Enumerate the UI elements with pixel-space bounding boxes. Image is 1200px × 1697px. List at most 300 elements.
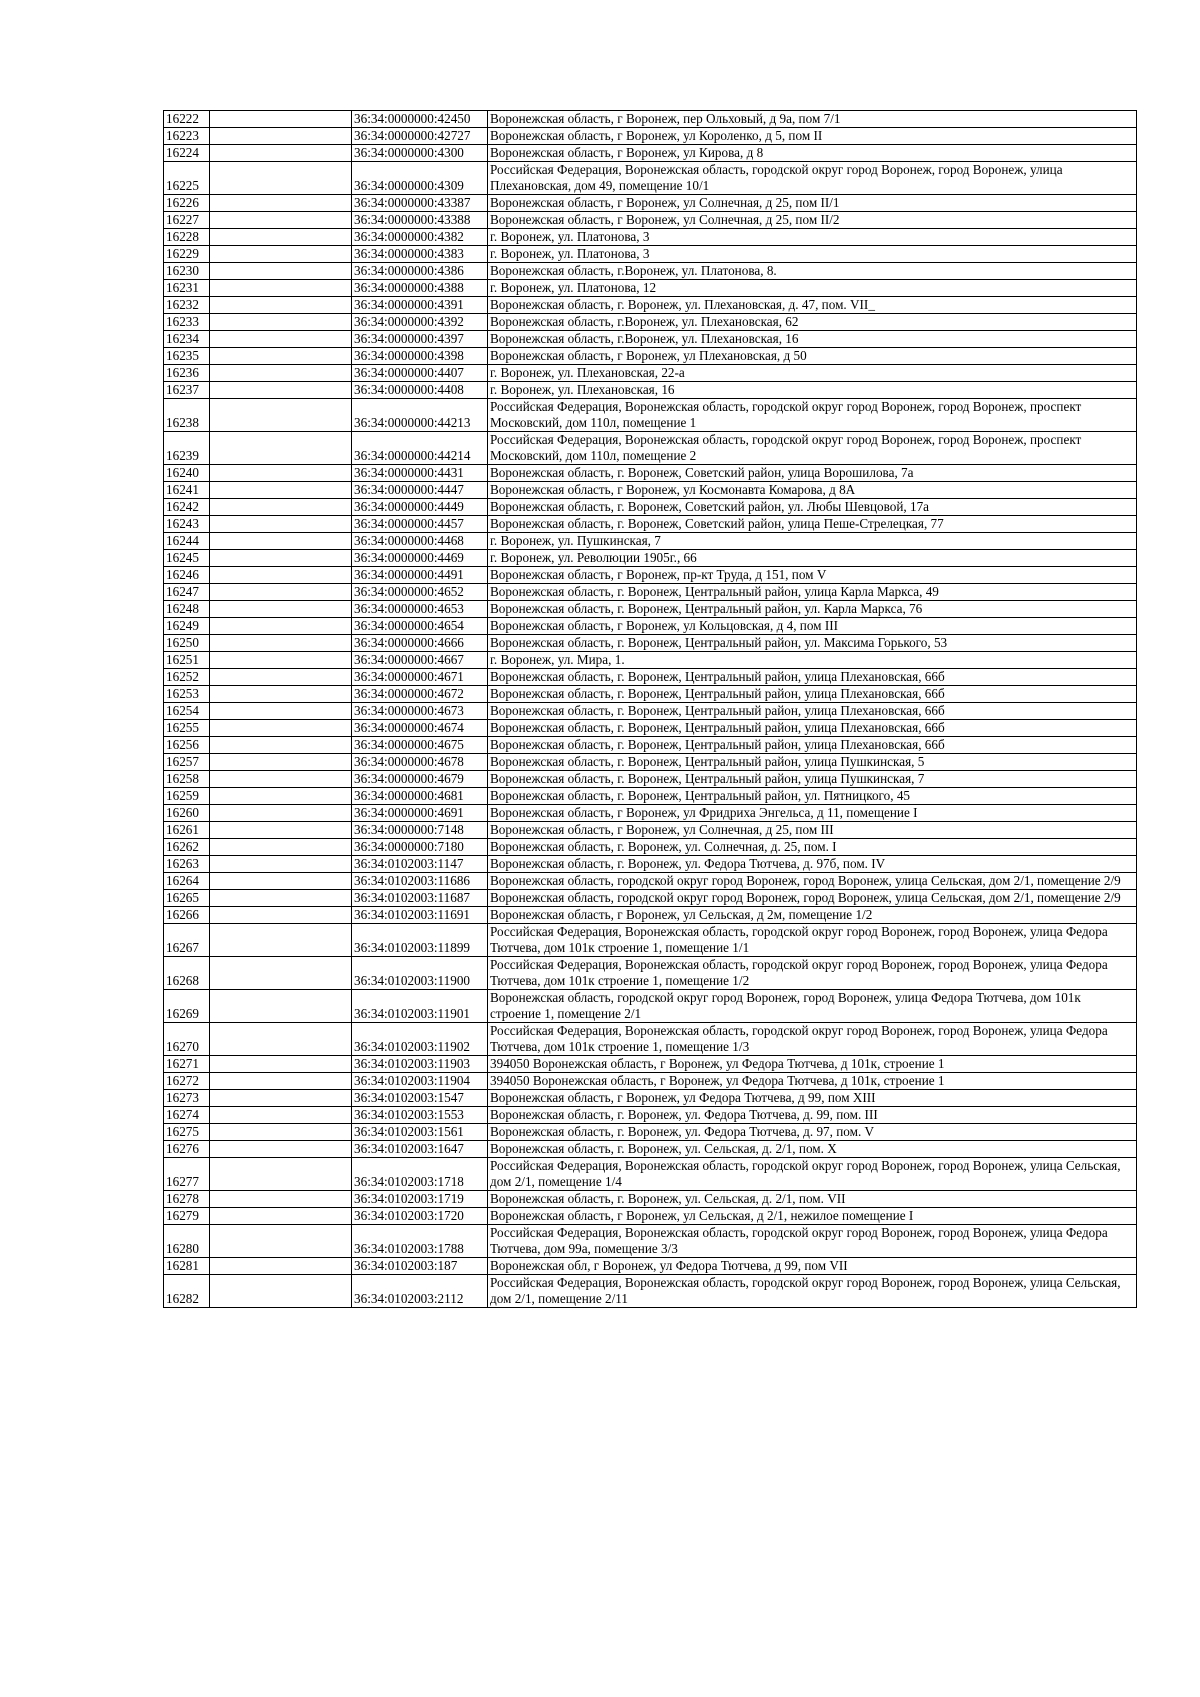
address-cell: Российская Федерация, Воронежская область, городской округ город Воронеж, город Воронеж, улица Плехановская, дом 49, помещение 10/1	[488, 162, 1137, 195]
address-cell: Воронежская область, г. Воронеж, Центральный район, улица Плехановская, 66б	[488, 669, 1137, 686]
row-number-cell: 16274	[164, 1107, 210, 1124]
table-row	[164, 128, 1137, 145]
address-cell: Воронежская область, г Воронеж, ул Солнечная, д 25, пом III	[488, 822, 1137, 839]
cadastral-number-cell: 36:34:0000000:4383	[352, 246, 488, 263]
row-number-cell: 16247	[164, 584, 210, 601]
row-number-cell: 16271	[164, 1056, 210, 1073]
cadastral-number-cell: 36:34:0000000:4678	[352, 754, 488, 771]
row-number-cell: 16240	[164, 465, 210, 482]
empty-cell	[210, 703, 352, 720]
table-row	[164, 788, 1137, 805]
row-number-cell: 16272	[164, 1073, 210, 1090]
cadastral-number-cell: 36:34:0102003:187	[352, 1258, 488, 1275]
row-number-cell: 16251	[164, 652, 210, 669]
cadastral-number-cell: 36:34:0000000:4666	[352, 635, 488, 652]
table-row	[164, 331, 1137, 348]
row-number-cell: 16235	[164, 348, 210, 365]
address-cell: Воронежская область, г. Воронеж, Советский район, улица Ворошилова, 7а	[488, 465, 1137, 482]
row-number-cell: 16277	[164, 1158, 210, 1191]
table-row	[164, 246, 1137, 263]
cadastral-number-cell: 36:34:0102003:1719	[352, 1191, 488, 1208]
address-cell: Воронежская область, г. Воронеж, Центральный район, улица Плехановская, 66б	[488, 686, 1137, 703]
empty-cell	[210, 533, 352, 550]
empty-cell	[210, 754, 352, 771]
cadastral-number-cell: 36:34:0000000:4309	[352, 162, 488, 195]
row-number-cell: 16233	[164, 314, 210, 331]
cadastral-number-cell: 36:34:0102003:1547	[352, 1090, 488, 1107]
cadastral-number-cell: 36:34:0000000:4300	[352, 145, 488, 162]
address-cell: г. Воронеж, ул. Пушкинская, 7	[488, 533, 1137, 550]
empty-cell	[210, 1073, 352, 1090]
address-cell: Воронежская область, г Воронеж, ул Кирова, д 8	[488, 145, 1137, 162]
address-cell: Воронежская область, г. Воронеж, Центральный район, улица Пушкинская, 7	[488, 771, 1137, 788]
row-number-cell: 16238	[164, 399, 210, 432]
row-number-cell: 16253	[164, 686, 210, 703]
table-row	[164, 907, 1137, 924]
cadastral-number-cell: 36:34:0102003:1720	[352, 1208, 488, 1225]
empty-cell	[210, 465, 352, 482]
table-row	[164, 856, 1137, 873]
row-number-cell: 16259	[164, 788, 210, 805]
empty-cell	[210, 314, 352, 331]
address-cell: Воронежская область, г. Воронеж, ул. Сельская, д. 2/1, пом. X	[488, 1141, 1137, 1158]
address-cell: Воронежская область, г. Воронеж, ул. Сельская, д. 2/1, пом. VII	[488, 1191, 1137, 1208]
row-number-cell: 16260	[164, 805, 210, 822]
cadastral-number-cell: 36:34:0102003:1147	[352, 856, 488, 873]
empty-cell	[210, 805, 352, 822]
row-number-cell: 16263	[164, 856, 210, 873]
table-row	[164, 1208, 1137, 1225]
cadastral-number-cell: 36:34:0000000:4398	[352, 348, 488, 365]
table-row	[164, 754, 1137, 771]
row-number-cell: 16268	[164, 957, 210, 990]
table-row	[164, 737, 1137, 754]
row-number-cell: 16279	[164, 1208, 210, 1225]
table-row	[164, 1073, 1137, 1090]
table-row	[164, 229, 1137, 246]
address-cell: Российская Федерация, Воронежская область, городской округ город Воронеж, город Воронеж, улица Федора Тютчева, дом 101к строение 1, помещение 1/2	[488, 957, 1137, 990]
row-number-cell: 16236	[164, 365, 210, 382]
table-row	[164, 297, 1137, 314]
table-row	[164, 924, 1137, 957]
empty-cell	[210, 1275, 352, 1308]
row-number-cell: 16241	[164, 482, 210, 499]
row-number-cell: 16273	[164, 1090, 210, 1107]
empty-cell	[210, 635, 352, 652]
empty-cell	[210, 686, 352, 703]
cadastral-number-cell: 36:34:0102003:11899	[352, 924, 488, 957]
table-row	[164, 990, 1137, 1023]
empty-cell	[210, 162, 352, 195]
cadastral-number-cell: 36:34:0000000:4469	[352, 550, 488, 567]
empty-cell	[210, 399, 352, 432]
row-number-cell: 16229	[164, 246, 210, 263]
table-row	[164, 890, 1137, 907]
row-number-cell: 16232	[164, 297, 210, 314]
row-number-cell: 16246	[164, 567, 210, 584]
address-cell: Воронежская область, г. Воронеж, Центральный район, ул. Максима Горького, 53	[488, 635, 1137, 652]
address-cell: Воронежская область, г Воронеж, ул Плехановская, д 50	[488, 348, 1137, 365]
cadastral-number-cell: 36:34:0102003:11686	[352, 873, 488, 890]
table-row	[164, 1023, 1137, 1056]
table-row	[164, 162, 1137, 195]
address-cell: Воронежская область, г. Воронеж, ул. Федора Тютчева, д. 99, пом. III	[488, 1107, 1137, 1124]
table-row	[164, 516, 1137, 533]
empty-cell	[210, 365, 352, 382]
row-number-cell: 16266	[164, 907, 210, 924]
empty-cell	[210, 348, 352, 365]
address-cell: Воронежская область, г Воронеж, ул Космонавта Комарова, д 8А	[488, 482, 1137, 499]
address-cell: г. Воронеж, ул. Плехановская, 16	[488, 382, 1137, 399]
cadastral-number-cell: 36:34:0102003:1647	[352, 1141, 488, 1158]
address-cell: Воронежская область, г. Воронеж, Центральный район, улица Карла Маркса, 49	[488, 584, 1137, 601]
empty-cell	[210, 145, 352, 162]
address-cell: Воронежская область, г Воронеж, ул Федора Тютчева, д 99, пом XIII	[488, 1090, 1137, 1107]
table-row	[164, 1158, 1137, 1191]
empty-cell	[210, 331, 352, 348]
cadastral-number-cell: 36:34:0000000:42727	[352, 128, 488, 145]
empty-cell	[210, 957, 352, 990]
table-row	[164, 280, 1137, 297]
table-row	[164, 567, 1137, 584]
address-cell: Воронежская область, городской округ город Воронеж, город Воронеж, улица Сельская, дом 2/1, помещение 2/9	[488, 873, 1137, 890]
address-cell: Воронежская область, г. Воронеж, Советский район, улица Пеше-Стрелецкая, 77	[488, 516, 1137, 533]
table-row	[164, 111, 1137, 128]
table-row	[164, 686, 1137, 703]
empty-cell	[210, 1208, 352, 1225]
address-cell: Воронежская область, г. Воронеж, Центральный район, улица Плехановская, 66б	[488, 703, 1137, 720]
table-row	[164, 703, 1137, 720]
cadastral-number-cell: 36:34:0000000:4431	[352, 465, 488, 482]
cadastral-number-cell: 36:34:0000000:4457	[352, 516, 488, 533]
empty-cell	[210, 550, 352, 567]
empty-cell	[210, 246, 352, 263]
address-cell: Воронежская область, г Воронеж, ул Солнечная, д 25, пом II/2	[488, 212, 1137, 229]
property-registry-table	[163, 110, 1137, 1308]
table-row	[164, 873, 1137, 890]
row-number-cell: 16275	[164, 1124, 210, 1141]
cadastral-number-cell: 36:34:0000000:4382	[352, 229, 488, 246]
address-cell: Воронежская область, городской округ город Воронеж, город Воронеж, улица Сельская, дом 2/1, помещение 2/9	[488, 890, 1137, 907]
empty-cell	[210, 1056, 352, 1073]
cadastral-number-cell: 36:34:0000000:4391	[352, 297, 488, 314]
empty-cell	[210, 499, 352, 516]
empty-cell	[210, 1191, 352, 1208]
address-cell: Воронежская область, г. Воронеж, ул. Федора Тютчева, д. 97, пом. V	[488, 1124, 1137, 1141]
address-cell: Воронежская область, г.Воронеж, ул. Плехановская, 62	[488, 314, 1137, 331]
address-cell: Воронежская область, г Воронеж, ул Сельская, д 2/1, нежилое помещение I	[488, 1208, 1137, 1225]
address-cell: Воронежская область, г. Воронеж, Центральный район, улица Плехановская, 66б	[488, 720, 1137, 737]
cadastral-number-cell: 36:34:0000000:4671	[352, 669, 488, 686]
address-cell: Российская Федерация, Воронежская область, городской округ город Воронеж, город Воронеж, улица Федора Тютчева, дом 99а, помещение 3/3	[488, 1225, 1137, 1258]
row-number-cell: 16226	[164, 195, 210, 212]
table-row	[164, 465, 1137, 482]
cadastral-number-cell: 36:34:0000000:4397	[352, 331, 488, 348]
table-row	[164, 618, 1137, 635]
empty-cell	[210, 263, 352, 280]
table-row	[164, 1124, 1137, 1141]
table-row	[164, 1225, 1137, 1258]
cadastral-number-cell: 36:34:0000000:44213	[352, 399, 488, 432]
address-cell: Воронежская область, г Воронеж, ул Кольцовская, д 4, пом III	[488, 618, 1137, 635]
address-cell: Воронежская область, г. Воронеж, Советский район, ул. Любы Шевцовой, 17а	[488, 499, 1137, 516]
address-cell: Воронежская область, г. Воронеж, Центральный район, улица Пушкинская, 5	[488, 754, 1137, 771]
cadastral-number-cell: 36:34:0000000:4447	[352, 482, 488, 499]
empty-cell	[210, 1258, 352, 1275]
row-number-cell: 16243	[164, 516, 210, 533]
empty-cell	[210, 382, 352, 399]
cadastral-number-cell: 36:34:0000000:42450	[352, 111, 488, 128]
address-cell: Воронежская область, г. Воронеж, Центральный район, ул. Пятницкого, 45	[488, 788, 1137, 805]
cadastral-number-cell: 36:34:0000000:4491	[352, 567, 488, 584]
empty-cell	[210, 1023, 352, 1056]
row-number-cell: 16222	[164, 111, 210, 128]
address-cell: Воронежская область, г.Воронеж, ул. Платонова, 8.	[488, 263, 1137, 280]
row-number-cell: 16257	[164, 754, 210, 771]
table-row	[164, 601, 1137, 618]
empty-cell	[210, 297, 352, 314]
table-row	[164, 482, 1137, 499]
table-row	[164, 145, 1137, 162]
empty-cell	[210, 990, 352, 1023]
cadastral-number-cell: 36:34:0000000:4408	[352, 382, 488, 399]
empty-cell	[210, 111, 352, 128]
cadastral-number-cell: 36:34:0102003:11900	[352, 957, 488, 990]
table-row	[164, 771, 1137, 788]
address-cell: Воронежская область, г. Воронеж, ул. Федора Тютчева, д. 97б, пом. IV	[488, 856, 1137, 873]
address-cell: Воронежская область, г. Воронеж, Центральный район, улица Плехановская, 66б	[488, 737, 1137, 754]
table-row	[164, 550, 1137, 567]
cadastral-number-cell: 36:34:0102003:1718	[352, 1158, 488, 1191]
empty-cell	[210, 856, 352, 873]
empty-cell	[210, 280, 352, 297]
row-number-cell: 16282	[164, 1275, 210, 1308]
address-cell: г. Воронеж, ул. Платонова, 3	[488, 229, 1137, 246]
cadastral-number-cell: 36:34:0102003:11902	[352, 1023, 488, 1056]
cadastral-number-cell: 36:34:0102003:1561	[352, 1124, 488, 1141]
row-number-cell: 16254	[164, 703, 210, 720]
row-number-cell: 16249	[164, 618, 210, 635]
empty-cell	[210, 482, 352, 499]
address-cell: Российская Федерация, Воронежская область, городской округ город Воронеж, город Воронеж, улица Сельская, дом 2/1, помещение 2/11	[488, 1275, 1137, 1308]
row-number-cell: 16278	[164, 1191, 210, 1208]
row-number-cell: 16223	[164, 128, 210, 145]
empty-cell	[210, 839, 352, 856]
cadastral-number-cell: 36:34:0000000:4386	[352, 263, 488, 280]
address-cell: 394050 Воронежская область, г Воронеж, ул Федора Тютчева, д 101к, строение 1	[488, 1056, 1137, 1073]
empty-cell	[210, 1225, 352, 1258]
row-number-cell: 16261	[164, 822, 210, 839]
row-number-cell: 16262	[164, 839, 210, 856]
row-number-cell: 16230	[164, 263, 210, 280]
table-row	[164, 533, 1137, 550]
row-number-cell: 16227	[164, 212, 210, 229]
table-row	[164, 499, 1137, 516]
address-cell: Воронежская обл, г Воронеж, ул Федора Тютчева, д 99, пом VII	[488, 1258, 1137, 1275]
row-number-cell: 16264	[164, 873, 210, 890]
cadastral-number-cell: 36:34:0000000:4679	[352, 771, 488, 788]
address-cell: Российская Федерация, Воронежская область, городской округ город Воронеж, город Воронеж, проспект Московский, дом 110л, помещение 2	[488, 432, 1137, 465]
row-number-cell: 16267	[164, 924, 210, 957]
table-row	[164, 822, 1137, 839]
address-cell: Российская Федерация, Воронежская область, городской округ город Воронеж, город Воронеж, проспект Московский, дом 110л, помещение 1	[488, 399, 1137, 432]
empty-cell	[210, 618, 352, 635]
table-row	[164, 669, 1137, 686]
empty-cell	[210, 567, 352, 584]
cadastral-number-cell: 36:34:0000000:7180	[352, 839, 488, 856]
row-number-cell: 16242	[164, 499, 210, 516]
cadastral-number-cell: 36:34:0000000:4407	[352, 365, 488, 382]
address-cell: Воронежская область, г. Воронеж, ул. Солнечная, д. 25, пом. I	[488, 839, 1137, 856]
cadastral-number-cell: 36:34:0000000:4654	[352, 618, 488, 635]
address-cell: 394050 Воронежская область, г Воронеж, ул Федора Тютчева, д 101к, строение 1	[488, 1073, 1137, 1090]
empty-cell	[210, 212, 352, 229]
cadastral-number-cell: 36:34:0000000:4653	[352, 601, 488, 618]
table-row	[164, 584, 1137, 601]
table-row	[164, 1275, 1137, 1308]
address-cell: г. Воронеж, ул. Революции 1905г., 66	[488, 550, 1137, 567]
empty-cell	[210, 1158, 352, 1191]
table-row	[164, 382, 1137, 399]
empty-cell	[210, 771, 352, 788]
address-cell: Воронежская область, г Воронеж, ул Сельская, д 2м, помещение 1/2	[488, 907, 1137, 924]
address-cell: Российская Федерация, Воронежская область, городской округ город Воронеж, город Воронеж, улица Федора Тютчева, дом 101к строение 1, помещение 1/1	[488, 924, 1137, 957]
row-number-cell: 16256	[164, 737, 210, 754]
cadastral-number-cell: 36:34:0000000:4672	[352, 686, 488, 703]
empty-cell	[210, 195, 352, 212]
cadastral-number-cell: 36:34:0102003:2112	[352, 1275, 488, 1308]
empty-cell	[210, 584, 352, 601]
row-number-cell: 16280	[164, 1225, 210, 1258]
address-cell: Воронежская область, г. Воронеж, Центральный район, ул. Карла Маркса, 76	[488, 601, 1137, 618]
table-row	[164, 195, 1137, 212]
cadastral-number-cell: 36:34:0000000:4673	[352, 703, 488, 720]
empty-cell	[210, 516, 352, 533]
empty-cell	[210, 924, 352, 957]
row-number-cell: 16258	[164, 771, 210, 788]
empty-cell	[210, 1107, 352, 1124]
row-number-cell: 16239	[164, 432, 210, 465]
cadastral-number-cell: 36:34:0000000:7148	[352, 822, 488, 839]
table-row	[164, 365, 1137, 382]
address-cell: Воронежская область, г Воронеж, ул Короленко, д 5, пом II	[488, 128, 1137, 145]
table-row	[164, 652, 1137, 669]
empty-cell	[210, 822, 352, 839]
address-cell: Российская Федерация, Воронежская область, городской округ город Воронеж, город Воронеж, улица Сельская, дом 2/1, помещение 1/4	[488, 1158, 1137, 1191]
cadastral-number-cell: 36:34:0000000:4468	[352, 533, 488, 550]
row-number-cell: 16225	[164, 162, 210, 195]
empty-cell	[210, 1141, 352, 1158]
cadastral-number-cell: 36:34:0102003:11691	[352, 907, 488, 924]
row-number-cell: 16234	[164, 331, 210, 348]
address-cell: Воронежская область, г Воронеж, пр-кт Труда, д 151, пом V	[488, 567, 1137, 584]
table-row	[164, 1056, 1137, 1073]
cadastral-number-cell: 36:34:0000000:4681	[352, 788, 488, 805]
table-row	[164, 957, 1137, 990]
cadastral-number-cell: 36:34:0000000:4449	[352, 499, 488, 516]
row-number-cell: 16228	[164, 229, 210, 246]
cadastral-number-cell: 36:34:0102003:11903	[352, 1056, 488, 1073]
table-row	[164, 212, 1137, 229]
cadastral-number-cell: 36:34:0000000:4652	[352, 584, 488, 601]
table-row	[164, 348, 1137, 365]
table-row	[164, 635, 1137, 652]
row-number-cell: 16255	[164, 720, 210, 737]
empty-cell	[210, 669, 352, 686]
address-cell: г. Воронеж, ул. Плехановская, 22-а	[488, 365, 1137, 382]
address-cell: Воронежская область, г Воронеж, ул Солнечная, д 25, пом II/1	[488, 195, 1137, 212]
cadastral-number-cell: 36:34:0102003:1788	[352, 1225, 488, 1258]
table-row	[164, 1191, 1137, 1208]
empty-cell	[210, 737, 352, 754]
empty-cell	[210, 720, 352, 737]
row-number-cell: 16224	[164, 145, 210, 162]
row-number-cell: 16265	[164, 890, 210, 907]
row-number-cell: 16281	[164, 1258, 210, 1275]
row-number-cell: 16276	[164, 1141, 210, 1158]
registry-table-body	[164, 111, 1137, 1308]
table-row	[164, 1141, 1137, 1158]
cadastral-number-cell: 36:34:0000000:4667	[352, 652, 488, 669]
cadastral-number-cell: 36:34:0000000:44214	[352, 432, 488, 465]
empty-cell	[210, 873, 352, 890]
address-cell: Воронежская область, городской округ город Воронеж, город Воронеж, улица Федора Тютчева, дом 101к строение 1, помещение 2/1	[488, 990, 1137, 1023]
table-row	[164, 1090, 1137, 1107]
address-cell: Воронежская область, г Воронеж, пер Ольховый, д 9а, пом 7/1	[488, 111, 1137, 128]
empty-cell	[210, 128, 352, 145]
row-number-cell: 16237	[164, 382, 210, 399]
cadastral-number-cell: 36:34:0102003:11901	[352, 990, 488, 1023]
empty-cell	[210, 432, 352, 465]
address-cell: Воронежская область, г.Воронеж, ул. Плехановская, 16	[488, 331, 1137, 348]
address-cell: Российская Федерация, Воронежская область, городской округ город Воронеж, город Воронеж, улица Федора Тютчева, дом 101к строение 1, помещение 1/3	[488, 1023, 1137, 1056]
row-number-cell: 16248	[164, 601, 210, 618]
row-number-cell: 16245	[164, 550, 210, 567]
empty-cell	[210, 1124, 352, 1141]
table-row	[164, 1107, 1137, 1124]
table-row	[164, 720, 1137, 737]
address-cell: г. Воронеж, ул. Платонова, 3	[488, 246, 1137, 263]
cadastral-number-cell: 36:34:0102003:11904	[352, 1073, 488, 1090]
address-cell: Воронежская область, г. Воронеж, ул. Плехановская, д. 47, пом. VII_	[488, 297, 1137, 314]
cadastral-number-cell: 36:34:0000000:4675	[352, 737, 488, 754]
row-number-cell: 16270	[164, 1023, 210, 1056]
empty-cell	[210, 652, 352, 669]
cadastral-number-cell: 36:34:0000000:4392	[352, 314, 488, 331]
cadastral-number-cell: 36:34:0000000:4388	[352, 280, 488, 297]
empty-cell	[210, 788, 352, 805]
address-cell: г. Воронеж, ул. Платонова, 12	[488, 280, 1137, 297]
row-number-cell: 16269	[164, 990, 210, 1023]
row-number-cell: 16244	[164, 533, 210, 550]
row-number-cell: 16250	[164, 635, 210, 652]
cadastral-number-cell: 36:34:0102003:11687	[352, 890, 488, 907]
cadastral-number-cell: 36:34:0000000:43387	[352, 195, 488, 212]
table-row	[164, 314, 1137, 331]
table-row	[164, 1258, 1137, 1275]
cadastral-number-cell: 36:34:0000000:4691	[352, 805, 488, 822]
empty-cell	[210, 601, 352, 618]
cadastral-number-cell: 36:34:0000000:43388	[352, 212, 488, 229]
table-row	[164, 805, 1137, 822]
empty-cell	[210, 907, 352, 924]
empty-cell	[210, 890, 352, 907]
empty-cell	[210, 1090, 352, 1107]
empty-cell	[210, 229, 352, 246]
table-row	[164, 432, 1137, 465]
table-row	[164, 839, 1137, 856]
address-cell: г. Воронеж, ул. Мира, 1.	[488, 652, 1137, 669]
